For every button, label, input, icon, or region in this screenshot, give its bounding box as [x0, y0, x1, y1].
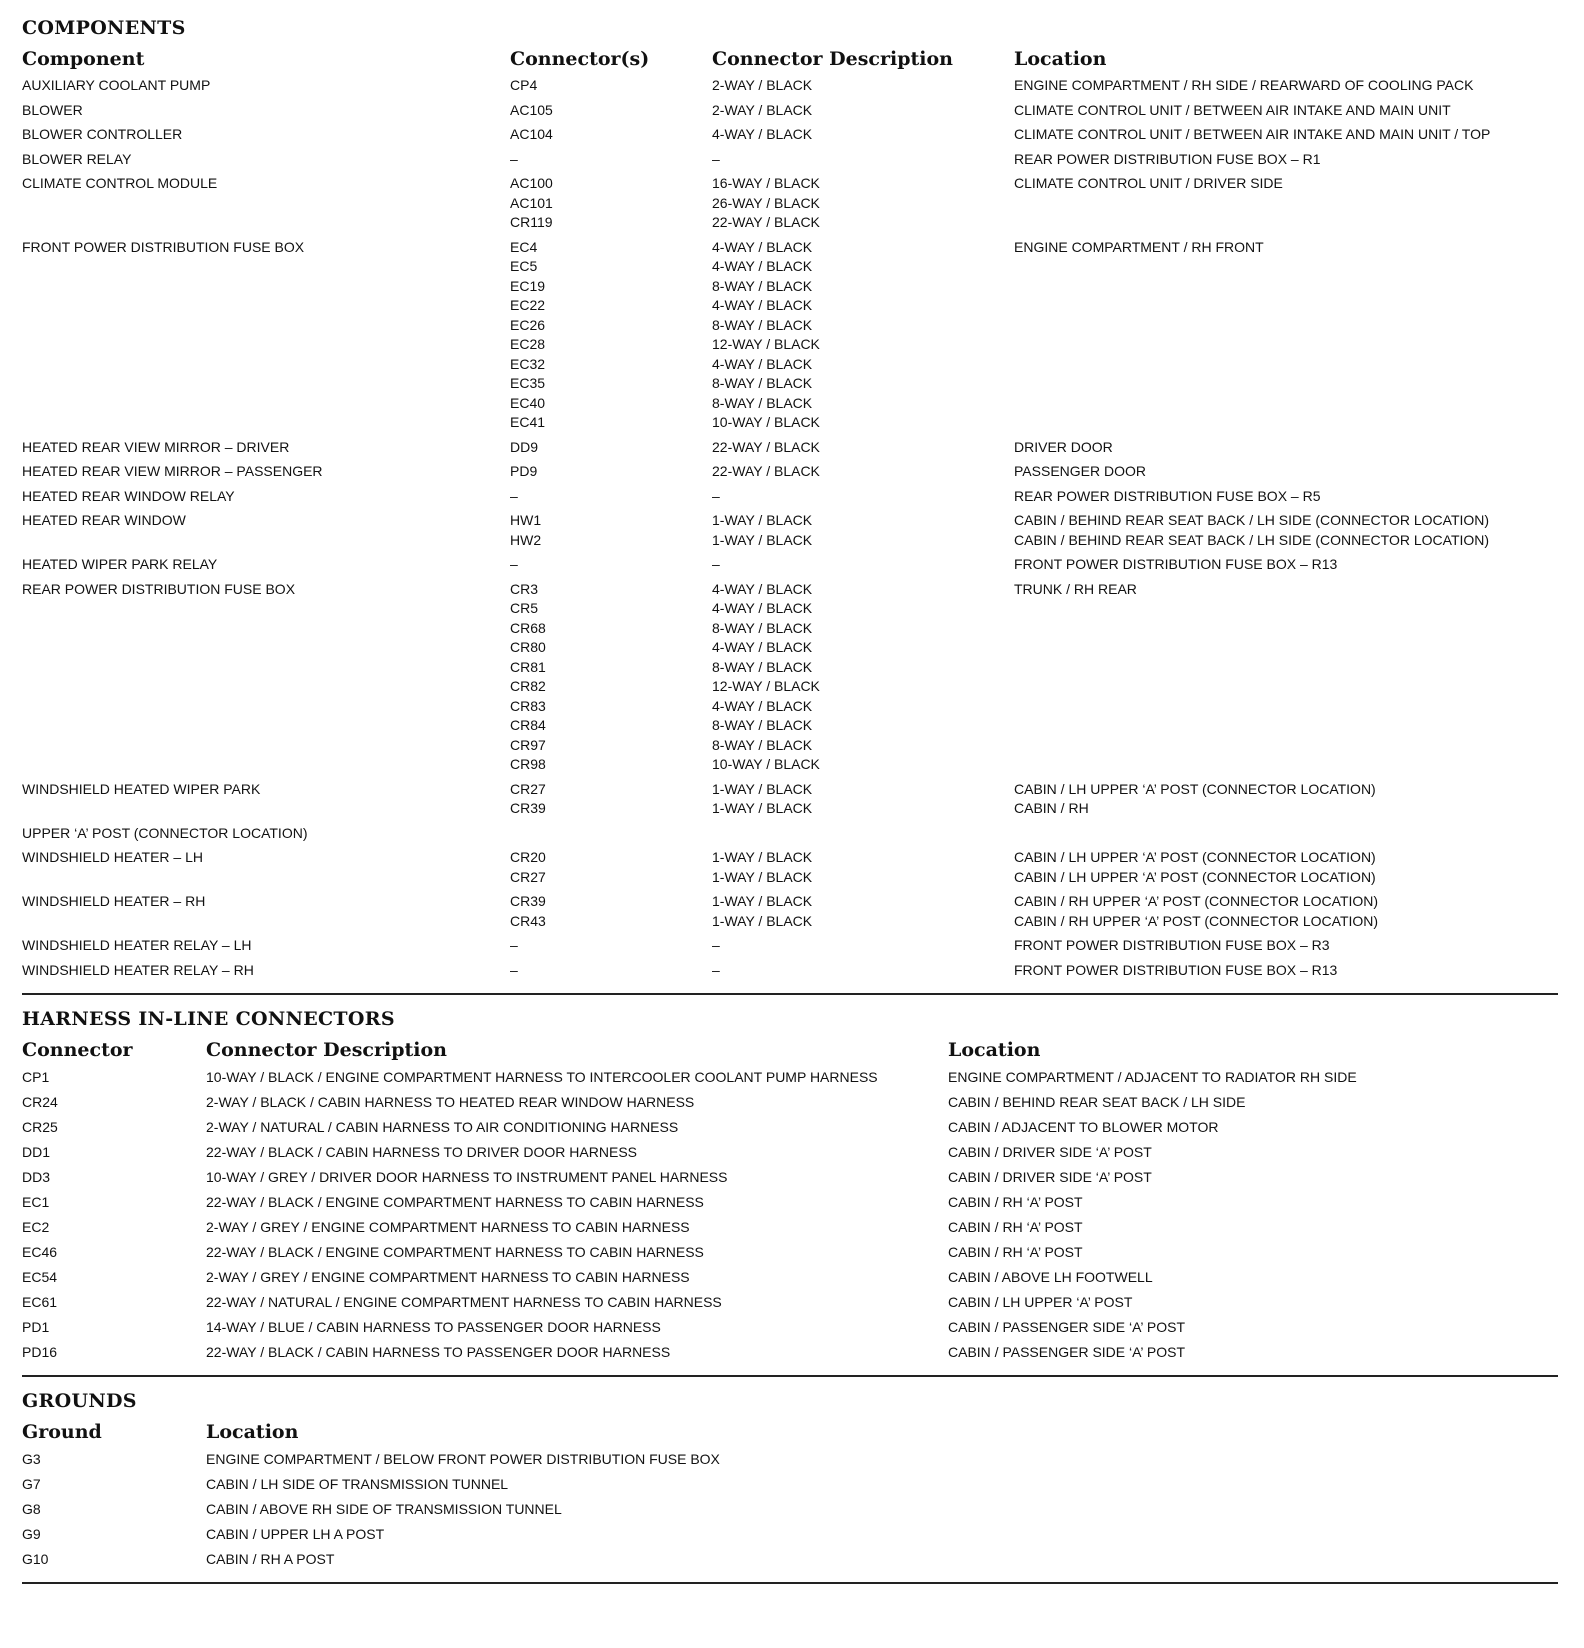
connector-id: HW1 — [510, 512, 542, 528]
descriptions-cell — [712, 936, 1014, 956]
table-row — [22, 1317, 1558, 1342]
components-section — [22, 14, 1558, 985]
connector-description: 1-WAY / BLACK — [712, 868, 813, 885]
connector-description: 1-WAY / BLACK — [712, 800, 813, 816]
connector-description: 8-WAY / BLACK — [712, 736, 813, 753]
location-text: REAR POWER DISTRIBUTION FUSE BOX – R5 — [1014, 487, 1321, 504]
connector-id: – — [510, 487, 518, 504]
connector-description: 12-WAY / BLACK — [712, 336, 820, 352]
connector-id: – — [510, 961, 518, 978]
descriptions-cell — [712, 580, 1014, 775]
connectors-cell — [510, 174, 712, 233]
table-row — [22, 1474, 1558, 1499]
connector-id: CR25 — [22, 1119, 58, 1135]
locations-cell — [1014, 511, 1558, 550]
location-text: CABIN / LH UPPER ‘A’ POST (CONNECTOR LOCATION) — [1014, 780, 1376, 797]
location-text: CABIN / BEHIND REAR SEAT BACK / LH SIDE (CONNECTOR LOCATION) — [1014, 512, 1490, 528]
connector-id: AC101 — [510, 194, 553, 211]
locations-cell — [1014, 780, 1558, 819]
connectors-cell — [510, 462, 712, 482]
header-connector-description: Connector Description — [206, 1039, 447, 1061]
connector-id: EC1 — [22, 1194, 50, 1210]
table-row — [22, 555, 1558, 580]
table-row — [22, 1067, 1558, 1092]
connector-description: 16-WAY / BLACK — [712, 175, 820, 191]
component-name: BLOWER RELAY — [22, 150, 132, 167]
table-row — [22, 961, 1558, 986]
location-text: FRONT POWER DISTRIBUTION FUSE BOX – R13 — [1014, 961, 1338, 978]
connector-description: 2-WAY / BLACK / CABIN HARNESS TO HEATED REAR WINDOW HARNESS — [206, 1094, 695, 1110]
location-text: CABIN / BEHIND REAR SEAT BACK / LH SIDE (CONNECTOR LOCATION) — [1014, 531, 1490, 548]
connectors-cell — [510, 580, 712, 775]
connector-description: 8-WAY / BLACK — [712, 717, 813, 733]
table-row — [22, 438, 1558, 463]
connector-id: EC5 — [510, 258, 538, 274]
component-name: WINDSHIELD HEATER RELAY – RH — [22, 961, 254, 978]
components-title: COMPONENTS — [22, 17, 186, 39]
connector-id: PD1 — [22, 1319, 50, 1335]
component-name: FRONT POWER DISTRIBUTION FUSE BOX — [22, 238, 305, 255]
connector-id: EC46 — [22, 1244, 58, 1260]
table-row — [22, 824, 1558, 849]
harness-section — [22, 1005, 1558, 1367]
location-text: CLIMATE CONTROL UNIT / BETWEEN AIR INTAKE AND MAIN UNIT / TOP — [1014, 126, 1491, 142]
connector-description: 14-WAY / BLUE / CABIN HARNESS TO PASSENGER DOOR HARNESS — [206, 1319, 661, 1335]
connectors-cell — [510, 76, 712, 96]
locations-cell — [1014, 487, 1558, 507]
connector-id: CR98 — [510, 756, 546, 772]
component-name: REAR POWER DISTRIBUTION FUSE BOX — [22, 580, 296, 597]
location-text: ENGINE COMPARTMENT / ADJACENT TO RADIATOR RH SIDE — [948, 1069, 1357, 1085]
connector-id: AC105 — [510, 101, 553, 118]
table-row — [22, 1292, 1558, 1317]
connector-description: 1-WAY / BLACK — [712, 531, 813, 548]
location-text: CABIN / RH ‘A’ POST — [948, 1244, 1083, 1260]
connector-description: 10-WAY / BLACK — [712, 414, 820, 430]
locations-cell — [1014, 936, 1558, 956]
table-row — [22, 1217, 1558, 1242]
connector-id: DD1 — [22, 1144, 51, 1160]
location-text: CABIN / LH UPPER ‘A’ POST (CONNECTOR LOCATION) — [1014, 868, 1376, 885]
connector-id: EC28 — [510, 336, 546, 352]
component-name: BLOWER CONTROLLER — [22, 126, 183, 142]
connector-description: 22-WAY / BLACK / CABIN HARNESS TO DRIVER DOOR HARNESS — [206, 1144, 637, 1160]
component-name: WINDSHIELD HEATED WIPER PARK — [22, 780, 261, 797]
connector-description: 26-WAY / BLACK — [712, 194, 820, 211]
connectors-cell — [510, 487, 712, 507]
location-text: CABIN / ADJACENT TO BLOWER MOTOR — [948, 1119, 1219, 1135]
component-name: HEATED WIPER PARK RELAY — [22, 556, 218, 572]
location-text: ENGINE COMPARTMENT / BELOW FRONT POWER DISTRIBUTION FUSE BOX — [206, 1451, 720, 1467]
connector-description: 1-WAY / BLACK — [712, 512, 813, 528]
connector-id: CR80 — [510, 639, 546, 655]
connector-id: EC19 — [510, 277, 546, 294]
table-row — [22, 1142, 1558, 1167]
table-row — [22, 511, 1558, 555]
component-name: WINDSHIELD HEATER – RH — [22, 893, 206, 909]
location-text: ENGINE COMPARTMENT / RH FRONT — [1014, 238, 1264, 255]
connector-description: 4-WAY / BLACK — [712, 258, 813, 274]
location-text: CABIN / PASSENGER SIDE ‘A’ POST — [948, 1319, 1186, 1335]
connector-description: 22-WAY / BLACK — [712, 214, 820, 230]
location-text: CABIN / LH SIDE OF TRANSMISSION TUNNEL — [206, 1476, 509, 1492]
locations-cell — [1014, 101, 1558, 121]
connectors-cell — [510, 892, 712, 931]
location-text: CABIN / RH UPPER ‘A’ POST (CONNECTOR LOCATION) — [1014, 912, 1379, 929]
connector-id: EC4 — [510, 238, 538, 255]
connector-description: 4-WAY / BLACK — [712, 126, 813, 142]
connector-description: 8-WAY / BLACK — [712, 316, 813, 333]
connector-id: CR27 — [510, 868, 546, 885]
table-row — [22, 1167, 1558, 1192]
table-row — [22, 174, 1558, 238]
connector-description: 1-WAY / BLACK — [712, 849, 813, 865]
connectors-cell — [510, 101, 712, 121]
connectors-cell — [510, 125, 712, 145]
connector-id: AC104 — [510, 126, 553, 142]
location-text: CABIN / LH UPPER ‘A’ POST — [948, 1294, 1133, 1310]
connector-description: 10-WAY / GREY / DRIVER DOOR HARNESS TO INSTRUMENT PANEL HARNESS — [206, 1169, 728, 1185]
connector-id: PD9 — [510, 463, 538, 479]
connector-description: 4-WAY / BLACK — [712, 697, 813, 714]
connector-description: 8-WAY / BLACK — [712, 277, 813, 294]
location-text: CABIN / DRIVER SIDE ‘A’ POST — [948, 1169, 1152, 1185]
connector-id: CR20 — [510, 849, 546, 865]
connector-id: CP1 — [22, 1069, 50, 1085]
document-page — [22, 14, 1558, 1594]
section-divider — [22, 1375, 1558, 1377]
connectors-cell — [510, 150, 712, 170]
header-location: Location — [206, 1421, 299, 1443]
connectors-cell — [510, 961, 712, 981]
connector-description: 2-WAY / BLACK — [712, 77, 813, 93]
connector-id: EC41 — [510, 414, 546, 430]
locations-cell — [1014, 848, 1558, 887]
table-row — [22, 1549, 1558, 1574]
connector-description: 1-WAY / BLACK — [712, 912, 813, 929]
descriptions-cell — [712, 780, 1014, 819]
connector-id: EC61 — [22, 1294, 58, 1310]
connectors-cell — [510, 780, 712, 819]
header-connector-description: Connector Description — [712, 48, 953, 70]
harness-title: HARNESS IN-LINE CONNECTORS — [22, 1008, 395, 1030]
connector-description: 4-WAY / BLACK — [712, 238, 813, 255]
table-row — [22, 892, 1558, 936]
section-divider — [22, 1582, 1558, 1584]
location-text: CABIN / PASSENGER SIDE ‘A’ POST — [948, 1344, 1186, 1360]
locations-cell — [1014, 892, 1558, 931]
table-row — [22, 1092, 1558, 1117]
grounds-section — [22, 1387, 1558, 1574]
grounds-title: GROUNDS — [22, 1390, 137, 1412]
component-name: HEATED REAR WINDOW RELAY — [22, 487, 235, 504]
connector-description: 22-WAY / BLACK — [712, 463, 820, 479]
connector-description: – — [712, 937, 720, 953]
table-row — [22, 1342, 1558, 1367]
locations-cell — [1014, 174, 1558, 233]
table-row — [22, 150, 1558, 175]
connector-id: CR119 — [510, 214, 553, 230]
location-text: FRONT POWER DISTRIBUTION FUSE BOX – R13 — [1014, 556, 1338, 572]
location-text: CABIN / RH A POST — [206, 1551, 335, 1567]
table-row — [22, 1117, 1558, 1142]
table-row — [22, 76, 1558, 101]
descriptions-cell — [712, 174, 1014, 233]
connector-description: 22-WAY / BLACK / ENGINE COMPARTMENT HARNESS TO CABIN HARNESS — [206, 1194, 704, 1210]
component-name: WINDSHIELD HEATER RELAY – LH — [22, 937, 252, 953]
connector-id: CR82 — [510, 678, 546, 694]
connector-description: 4-WAY / BLACK — [712, 580, 813, 597]
location-text: CABIN / LH UPPER ‘A’ POST (CONNECTOR LOCATION) — [1014, 849, 1376, 865]
table-row — [22, 462, 1558, 487]
table-row — [22, 848, 1558, 892]
connector-id: EC32 — [510, 355, 546, 372]
grounds-header-row — [22, 1415, 1558, 1449]
connectors-cell — [510, 555, 712, 575]
connector-description: 10-WAY / BLACK / ENGINE COMPARTMENT HARNESS TO INTERCOOLER COOLANT PUMP HARNESS — [206, 1069, 878, 1085]
descriptions-cell — [712, 487, 1014, 507]
connector-description: 4-WAY / BLACK — [712, 639, 813, 655]
location-text: CABIN / RH ‘A’ POST — [948, 1194, 1083, 1210]
connector-id: CR39 — [510, 800, 546, 816]
location-text: PASSENGER DOOR — [1014, 463, 1146, 479]
table-row — [22, 936, 1558, 961]
connector-description: 12-WAY / BLACK — [712, 678, 820, 694]
components-table-body — [22, 76, 1558, 985]
locations-cell — [1014, 961, 1558, 981]
connector-id: DD3 — [22, 1169, 51, 1185]
connector-id: EC2 — [22, 1219, 50, 1235]
table-row — [22, 1524, 1558, 1549]
location-text: CABIN / ABOVE LH FOOTWELL — [948, 1269, 1153, 1285]
connector-id: CR84 — [510, 717, 546, 733]
descriptions-cell — [712, 150, 1014, 170]
grounds-table-body — [22, 1449, 1558, 1574]
locations-cell — [1014, 824, 1558, 844]
locations-cell — [1014, 580, 1558, 775]
table-row — [22, 1242, 1558, 1267]
connector-description: – — [712, 487, 720, 504]
connector-description: 4-WAY / BLACK — [712, 355, 813, 372]
connectors-cell — [510, 438, 712, 458]
locations-cell — [1014, 238, 1558, 433]
connector-id: – — [510, 937, 518, 953]
connector-description: 10-WAY / BLACK — [712, 756, 820, 772]
connector-description: 2-WAY / GREY / ENGINE COMPARTMENT HARNESS TO CABIN HARNESS — [206, 1219, 690, 1235]
location-text: ENGINE COMPARTMENT / RH SIDE / REARWARD OF COOLING PACK — [1014, 77, 1474, 93]
component-name: UPPER ‘A’ POST (CONNECTOR LOCATION) — [22, 824, 308, 841]
components-header-row — [22, 42, 1558, 76]
component-name: AUXILIARY COOLANT PUMP — [22, 77, 211, 93]
connectors-cell — [510, 511, 712, 550]
descriptions-cell — [712, 511, 1014, 550]
location-text: DRIVER DOOR — [1014, 438, 1113, 455]
component-name: HEATED REAR VIEW MIRROR – DRIVER — [22, 438, 290, 455]
descriptions-cell — [712, 848, 1014, 887]
connector-id: DD9 — [510, 438, 539, 455]
location-text: CABIN / ABOVE RH SIDE OF TRANSMISSION TUNNEL — [206, 1501, 562, 1517]
location-text: CABIN / RH — [1014, 800, 1089, 816]
locations-cell — [1014, 125, 1558, 145]
connector-description: 2-WAY / BLACK — [712, 101, 813, 118]
component-name: HEATED REAR VIEW MIRROR – PASSENGER — [22, 463, 323, 479]
component-name: CLIMATE CONTROL MODULE — [22, 175, 218, 191]
ground-id: G9 — [22, 1526, 41, 1542]
connector-description: – — [712, 961, 720, 978]
table-row — [22, 1192, 1558, 1217]
connector-id: CP4 — [510, 77, 538, 93]
section-divider — [22, 993, 1558, 995]
table-row — [22, 580, 1558, 780]
connector-description: 1-WAY / BLACK — [712, 893, 813, 909]
connector-id: EC54 — [22, 1269, 58, 1285]
location-text: CLIMATE CONTROL UNIT / BETWEEN AIR INTAKE AND MAIN UNIT — [1014, 101, 1451, 118]
connector-id: CR3 — [510, 580, 539, 597]
table-row — [22, 487, 1558, 512]
harness-table-body — [22, 1067, 1558, 1367]
descriptions-cell — [712, 125, 1014, 145]
locations-cell — [1014, 438, 1558, 458]
connector-description: – — [712, 150, 720, 167]
descriptions-cell — [712, 238, 1014, 433]
location-text: FRONT POWER DISTRIBUTION FUSE BOX – R3 — [1014, 937, 1330, 953]
descriptions-cell — [712, 892, 1014, 931]
location-text: REAR POWER DISTRIBUTION FUSE BOX – R1 — [1014, 150, 1321, 167]
location-text: TRUNK / RH REAR — [1014, 580, 1137, 597]
connector-id: EC22 — [510, 297, 546, 313]
ground-id: G10 — [22, 1551, 49, 1567]
location-text: CABIN / RH ‘A’ POST — [948, 1219, 1083, 1235]
connector-id: – — [510, 556, 518, 572]
connector-id: CR27 — [510, 780, 546, 797]
table-row — [22, 1267, 1558, 1292]
location-text: CABIN / RH UPPER ‘A’ POST (CONNECTOR LOCATION) — [1014, 893, 1379, 909]
connector-description: – — [712, 556, 720, 572]
connector-description: 4-WAY / BLACK — [712, 600, 813, 616]
connector-id: CR43 — [510, 912, 546, 929]
descriptions-cell — [712, 462, 1014, 482]
connectors-cell — [510, 824, 712, 844]
table-row — [22, 1499, 1558, 1524]
connector-id: EC35 — [510, 375, 546, 391]
table-row — [22, 238, 1558, 438]
connector-description: 22-WAY / NATURAL / ENGINE COMPARTMENT HARNESS TO CABIN HARNESS — [206, 1294, 722, 1310]
location-text: CABIN / UPPER LH A POST — [206, 1526, 385, 1542]
connector-id: CR24 — [22, 1094, 58, 1110]
header-ground: Ground — [22, 1421, 102, 1443]
connector-id: CR39 — [510, 893, 546, 909]
descriptions-cell — [712, 101, 1014, 121]
header-component: Component — [22, 48, 145, 70]
connector-description: 22-WAY / BLACK / ENGINE COMPARTMENT HARNESS TO CABIN HARNESS — [206, 1244, 704, 1260]
locations-cell — [1014, 555, 1558, 575]
connector-id: CR97 — [510, 736, 546, 753]
header-connectors: Connector(s) — [510, 48, 650, 70]
connector-id: – — [510, 150, 518, 167]
connector-id: HW2 — [510, 531, 542, 548]
ground-id: G7 — [22, 1476, 41, 1492]
component-name: HEATED REAR WINDOW — [22, 512, 186, 528]
harness-header-row — [22, 1033, 1558, 1067]
connector-id: CR83 — [510, 697, 546, 714]
location-text: CLIMATE CONTROL UNIT / DRIVER SIDE — [1014, 175, 1283, 191]
connector-description: 1-WAY / BLACK — [712, 780, 813, 797]
connector-description: 22-WAY / BLACK / CABIN HARNESS TO PASSENGER DOOR HARNESS — [206, 1344, 671, 1360]
connector-description: 2-WAY / NATURAL / CABIN HARNESS TO AIR CONDITIONING HARNESS — [206, 1119, 679, 1135]
connector-description: 8-WAY / BLACK — [712, 375, 813, 391]
descriptions-cell — [712, 76, 1014, 96]
location-text: CABIN / DRIVER SIDE ‘A’ POST — [948, 1144, 1152, 1160]
descriptions-cell — [712, 961, 1014, 981]
table-row — [22, 125, 1558, 150]
table-row — [22, 101, 1558, 126]
locations-cell — [1014, 150, 1558, 170]
connector-id: CR68 — [510, 619, 546, 636]
component-name: WINDSHIELD HEATER – LH — [22, 849, 203, 865]
connector-id: EC40 — [510, 394, 546, 411]
connector-id: AC100 — [510, 175, 553, 191]
connectors-cell — [510, 936, 712, 956]
connector-description: 2-WAY / GREY / ENGINE COMPARTMENT HARNESS TO CABIN HARNESS — [206, 1269, 690, 1285]
connector-id: EC26 — [510, 316, 546, 333]
header-location: Location — [948, 1039, 1041, 1061]
ground-id: G3 — [22, 1451, 41, 1467]
locations-cell — [1014, 76, 1558, 96]
table-row — [22, 1449, 1558, 1474]
connectors-cell — [510, 848, 712, 887]
connector-description: 4-WAY / BLACK — [712, 297, 813, 313]
connector-id: CR81 — [510, 658, 546, 675]
location-text: CABIN / BEHIND REAR SEAT BACK / LH SIDE — [948, 1094, 1246, 1110]
connector-id: CR5 — [510, 600, 539, 616]
descriptions-cell — [712, 438, 1014, 458]
component-name: BLOWER — [22, 101, 83, 118]
header-location: Location — [1014, 48, 1107, 70]
connector-description: 22-WAY / BLACK — [712, 438, 820, 455]
connector-description: 8-WAY / BLACK — [712, 394, 813, 411]
header-connector: Connector — [22, 1039, 133, 1061]
descriptions-cell — [712, 824, 1014, 844]
connectors-cell — [510, 238, 712, 433]
locations-cell — [1014, 462, 1558, 482]
ground-id: G8 — [22, 1501, 41, 1517]
table-row — [22, 780, 1558, 824]
connector-description: 8-WAY / BLACK — [712, 658, 813, 675]
descriptions-cell — [712, 555, 1014, 575]
connector-id: PD16 — [22, 1344, 58, 1360]
connector-description: 8-WAY / BLACK — [712, 619, 813, 636]
